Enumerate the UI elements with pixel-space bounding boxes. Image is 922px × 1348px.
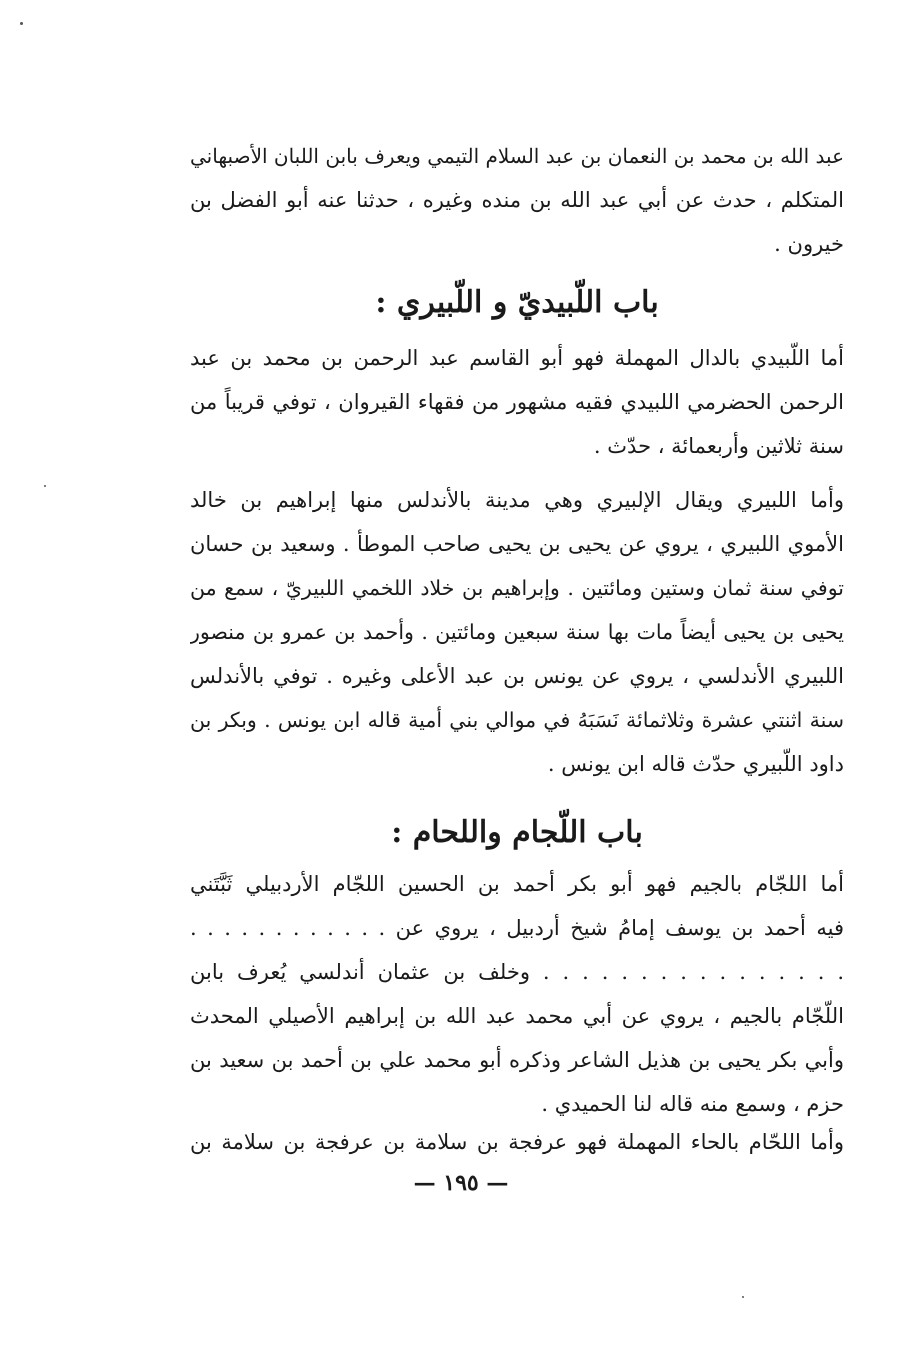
text-line: اللبيري الأندلسي ، يروي عن يونس بن عبد الأعلى وغيره . توفي بالأندلس [190, 664, 844, 688]
text-line: حزم ، وسمع منه قاله لنا الحميدي . [541, 1092, 844, 1116]
paragraph-3 [190, 478, 844, 786]
paragraph-5 [190, 1120, 844, 1164]
text-line: الأموي اللبيري ، يروي عن يحيى بن يحيى صاحب الموطأ . وسعيد بن حسان [190, 532, 844, 556]
text-line: خيرون . [774, 232, 844, 256]
text-line: . . . . . . . . . . . . . . . . وخلف بن عثمان أندلسي يُعرف بابن [190, 960, 844, 984]
text-line: أما اللّبيدي بالدال المهملة فهو أبو القاسم عبد الرحمن بن محمد بن عبد [190, 346, 844, 370]
page-number: — ١٩٥ — [413, 1170, 509, 1196]
text-line: عبد الله بن محمد بن النعمان بن عبد السلام التيمي ويعرف بابن اللبان الأصبهاني [190, 144, 844, 168]
paragraph-2 [190, 336, 844, 468]
text-line: وأما اللبيري ويقال الإلبيري وهي مدينة بالأندلس منها إبراهيم بن خالد [190, 488, 844, 512]
text-line: وأما اللحّام بالحاء المهملة فهو عرفجة بن سلامة بن عرفجة بن سلامة بن [190, 1130, 844, 1154]
text-line: سنة ثلاثين وأربعمائة ، حدّث . [593, 434, 844, 458]
scan-speck [44, 485, 46, 487]
section-heading: باب اللّجام واللحام : [391, 815, 643, 850]
text-line: أما اللجّام بالجيم فهو أبو بكر أحمد بن الحسين اللجّام الأردبيلي ثَبَّتَني [190, 872, 844, 896]
text-line: وأبي بكر يحيى بن هذيل الشاعر وذكره أبو محمد علي بن أحمد بن سعيد بن [190, 1048, 844, 1072]
paragraph-1 [190, 134, 844, 266]
paragraph-4 [190, 862, 844, 1126]
scan-speck [742, 1296, 744, 1298]
text-line: توفي سنة ثمان وستين ومائتين . وإبراهيم بن خلاد اللخمي اللبيريّ ، سمع من [190, 576, 844, 600]
text-line: يحيى بن يحيى أيضاً مات بها سنة سبعين ومائتين . وأحمد بن عمرو بن منصور [190, 620, 844, 644]
text-line: فيه أحمد بن يوسف إمامُ شيخ أردبيل ، يروي عن . . . . . . . . . . . . [190, 916, 844, 940]
text-line: المتكلم ، حدث عن أبي عبد الله بن منده وغيره ، حدثنا عنه أبو الفضل بن [190, 188, 844, 212]
text-line: اللّجّام بالجيم ، يروي عن أبي محمد عبد الله بن إبراهيم الأصيلي المحدث [190, 1004, 844, 1028]
section-heading: باب اللّبيديّ و اللّبيري : [375, 285, 659, 320]
text-line: سنة اثنتي عشرة وثلاثمائة نَسَبَهُ في موالي بني أمية قاله ابن يونس . وبكر بن [190, 708, 844, 732]
scan-speck [20, 22, 23, 25]
text-line: الرحمن الحضرمي اللبيدي فقيه مشهور من فقهاء القيروان ، توفي قريباً من [190, 390, 844, 414]
text-line: داود اللّبيري حدّث قاله ابن يونس . [547, 752, 844, 776]
